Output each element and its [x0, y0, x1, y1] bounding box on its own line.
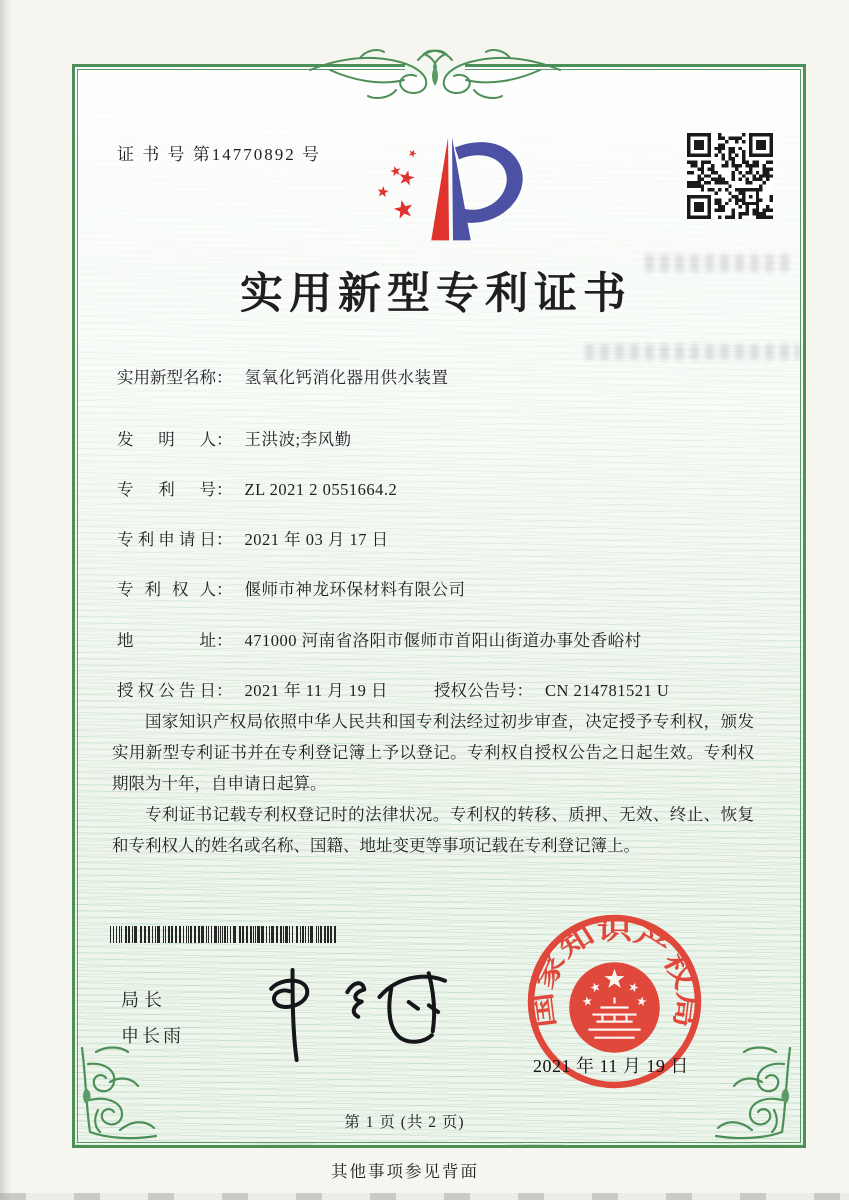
- field-filing-date: 专利申请日： 2021 年 03 月 17 日: [117, 530, 389, 549]
- field-label: 专利权人: [117, 580, 216, 599]
- seal-date: 2021 年 11 月 19 日: [533, 1056, 689, 1076]
- scan-left-shadow: [0, 0, 12, 1200]
- field-value: ZL 2021 2 0551664.2: [244, 480, 398, 499]
- cnipa-logo-icon: [372, 129, 530, 249]
- field-label: 专利号: [117, 480, 216, 499]
- qr-code: [687, 133, 773, 219]
- bleed-through-smudge: [645, 254, 795, 272]
- field-value: CN 214781521 U: [545, 681, 670, 700]
- field-label: 授权公告号: [434, 681, 517, 700]
- handwritten-signature-icon: [230, 952, 474, 1070]
- legal-text-block: [112, 706, 754, 861]
- certificate-title: 实用新型专利证书: [240, 271, 632, 318]
- barcode: [110, 926, 336, 943]
- field-value: 氢氧化钙消化器用供水装置: [244, 368, 449, 387]
- commissioner-name: 申长雨: [121, 1026, 184, 1046]
- bleed-through-smudge: [585, 344, 800, 360]
- national-emblem-icon: [569, 962, 660, 1053]
- field-value: 2021 年 03 月 17 日: [244, 530, 389, 549]
- certificate-number: 证 书 号 第14770892 号: [117, 145, 321, 164]
- field-value: 2021 年 11 月 19 日: [244, 681, 389, 700]
- commissioner-title: 局长: [121, 990, 167, 1010]
- field-value: 王洪波;李风勤: [244, 430, 352, 449]
- field-label: 地址: [117, 631, 216, 650]
- field-address: 地址： 471000 河南省洛阳市偃师市首阳山街道办事处香峪村: [117, 631, 642, 650]
- field-inventors: 发明人： 王洪波;李风勤: [117, 430, 352, 449]
- back-side-note: 其他事项参见背面: [331, 1162, 479, 1181]
- field-patent-number: 专利号： ZL 2021 2 0551664.2: [117, 480, 398, 499]
- field-grant-number: 授权公告号： CN 214781521 U: [434, 681, 670, 700]
- field-grant-date-and-number: 授权公告日： 2021 年 11 月 19 日 授权公告号： CN 214781521 U: [117, 681, 670, 700]
- field-label: 实用新型名称: [117, 368, 216, 387]
- scan-bottom-edge: [0, 1193, 849, 1200]
- field-value: 偃师市神龙环保材料有限公司: [244, 580, 466, 599]
- field-label: 授权公告日: [117, 681, 216, 700]
- field-label: 专利申请日: [117, 530, 216, 549]
- field-value: 471000 河南省洛阳市偃师市首阳山街道办事处香峪村: [244, 631, 642, 650]
- seal-text: 国家知识产权局: [530, 918, 700, 1030]
- field-label: 发明人: [117, 430, 216, 449]
- page-indicator: 第 1 页 (共 2 页): [344, 1114, 465, 1131]
- field-patentee: 专利权人： 偃师市神龙环保材料有限公司: [117, 580, 466, 599]
- legal-paragraph: 专利证书记载专利权登记时的法律状况。专利权的转移、质押、无效、终止、恢复和专利权人的姓名或名称、国籍、地址变更等事项记载在专利登记簿上。: [112, 805, 754, 855]
- legal-paragraph: 国家知识产权局依照中华人民共和国专利法经过初步审查，决定授予专利权，颁发实用新型专利证书并在专利登记簿上予以登记。专利权自授权公告之日起生效。专利权期限为十年，自申请日起算。: [112, 712, 754, 793]
- top-flourish-ornament-icon: [300, 40, 570, 102]
- field-utility-model-name: 实用新型名称： 氢氧化钙消化器用供水装置: [117, 368, 449, 387]
